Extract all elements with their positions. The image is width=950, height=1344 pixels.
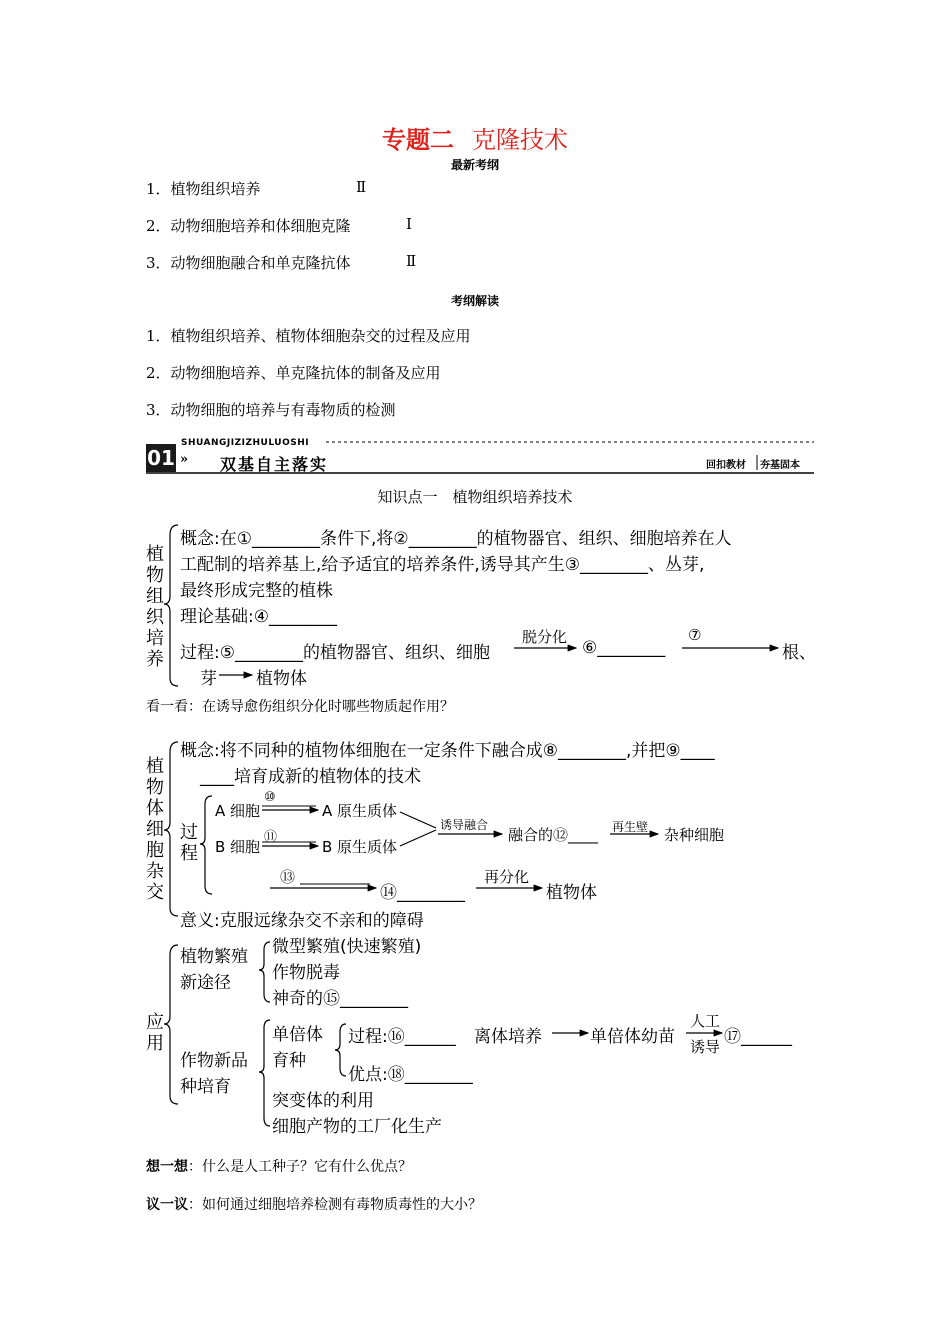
d2-redif-label: 再分化	[484, 868, 530, 886]
d3-haploid: 单倍体育种	[272, 1025, 323, 1071]
d1-label: 植物组织培养	[146, 544, 164, 670]
section-number-badge: 01	[147, 446, 175, 470]
outline-level: Ⅱ	[356, 178, 367, 196]
d2-cell-a: A 细胞	[215, 802, 261, 820]
d2-protoplast-b: B 原生质体	[322, 838, 398, 856]
d2-hybrid-cell: 杂种细胞	[664, 826, 725, 844]
d1-process-a: 过程:⑤________的植物器官、组织、细胞	[180, 643, 490, 663]
d2-process-label: 过程	[180, 822, 198, 864]
d2-concept-line2: ____培育成新的植物体的技术	[200, 767, 421, 787]
reading-item: 1．植物组织培养、植物体细胞杂交的过程及应用	[146, 327, 471, 345]
reading-item: 2．动物细胞培养、单克隆抗体的制备及应用	[146, 364, 441, 382]
d3-g1-item: 作物脱毒	[272, 963, 340, 983]
d2-step-11: ⑪	[264, 830, 278, 845]
d2-label: 植物体细胞杂交	[146, 756, 164, 903]
d3-advantage: 优点:⑱________	[348, 1065, 473, 1085]
reading-item: 3．动物细胞的培养与有毒物质的检测	[146, 401, 396, 419]
d1-process-c: 根、	[782, 643, 816, 663]
d3-step-17: ⑰______	[724, 1027, 792, 1047]
d3-artificial: 人工	[690, 1012, 721, 1030]
outline-level: Ⅱ	[406, 252, 417, 270]
d1-theory: 理论基础:④________	[180, 607, 337, 627]
chevron-right-icon: »	[180, 452, 189, 467]
d1-concept-line2: 工配制的培养基上,给予适宜的培养条件,诱导其产生③________、丛芽,	[180, 555, 705, 575]
d3-g2-item: 细胞产物的工厂化生产	[272, 1117, 442, 1137]
think-label: 想一想	[146, 1159, 188, 1175]
d2-step-14: ⑭________	[380, 883, 465, 903]
d2-protoplast-a: A 原生质体	[322, 802, 398, 820]
d1-plant: 植物体	[256, 669, 307, 689]
d3-group2: 作物新品种培育	[180, 1051, 248, 1097]
d2-concept-line1: 概念:将不同种的植物体细胞在一定条件下融合成⑧________,并把⑨____	[180, 741, 715, 761]
d1-bud: 芽	[200, 669, 217, 689]
banner-tag-right: 夯基固本	[760, 460, 800, 471]
discuss-text: ：如何通过细胞培养检测有毒物质毒性的大小？	[188, 1197, 482, 1213]
d3-g2-item: 突变体的利用	[272, 1091, 374, 1111]
d1-concept-line1: 概念:在①________条件下,将②________的植物器官、组织、细胞培养在人	[180, 529, 732, 549]
outline-item: 3．动物细胞融合和单克隆抗体	[146, 254, 351, 272]
d3-haploid-seedling: 单倍体幼苗	[590, 1027, 675, 1047]
outline-item: 2．动物细胞培养和体细胞克隆	[146, 217, 351, 235]
look-question: 看一看：在诱导愈伤组织分化时哪些物质起作用？	[146, 699, 454, 715]
d2-fused: 融合的⑫____	[508, 826, 599, 844]
title-main: 专题二	[382, 125, 454, 154]
title-topic: 克隆技术	[472, 126, 568, 154]
d2-meaning: 意义:克服远缘杂交不亲和的障碍	[180, 911, 424, 931]
banner-title: 双基自主落实	[220, 455, 329, 474]
d2-step-10: ⑩	[264, 790, 276, 805]
d2-cell-b: B 细胞	[215, 838, 261, 856]
d3-label: 应用	[146, 1012, 164, 1054]
d3-g1-item: 神奇的⑮________	[272, 989, 408, 1009]
d3-process: 过程:⑯______	[348, 1027, 456, 1047]
section-heading: 知识点一 植物组织培养技术	[377, 488, 573, 506]
banner-pinyin: SHUANGJIZIZHULUOSHI	[181, 438, 310, 448]
d3-induce: 诱导	[690, 1038, 721, 1056]
d3-g1-item: 微型繁殖(快速繁殖)	[272, 937, 422, 957]
d1-concept-line3: 最终形成完整的植株	[180, 581, 333, 601]
outline-level: Ⅰ	[406, 215, 412, 233]
d2-plant: 植物体	[546, 883, 597, 903]
think-text: ：什么是人工种子？它有什么优点？	[188, 1159, 412, 1175]
think-question	[146, 1156, 412, 1176]
d2-fusion-label: 诱导融合	[440, 818, 489, 832]
d3-isolated-culture: 离体培养	[474, 1027, 542, 1047]
discuss-question	[146, 1194, 482, 1214]
d2-wall-label: 再生壁	[612, 820, 649, 834]
discuss-label: 议一议	[146, 1197, 188, 1213]
d1-arrow2-label: ⑦	[688, 626, 702, 644]
banner-tag-left: 回扣教材	[706, 460, 746, 471]
subtitle-outline-reading: 考纲解读	[450, 294, 499, 308]
d1-process-b: ⑥________	[582, 638, 666, 658]
d2-step-13: ⑬	[280, 868, 296, 886]
subtitle-latest-outline: 最新考纲	[450, 158, 499, 172]
d3-group1: 植物繁殖新途径	[180, 947, 248, 993]
outline-item: 1．植物组织培养	[146, 180, 261, 198]
d1-arrow1-label: 脱分化	[522, 628, 568, 646]
